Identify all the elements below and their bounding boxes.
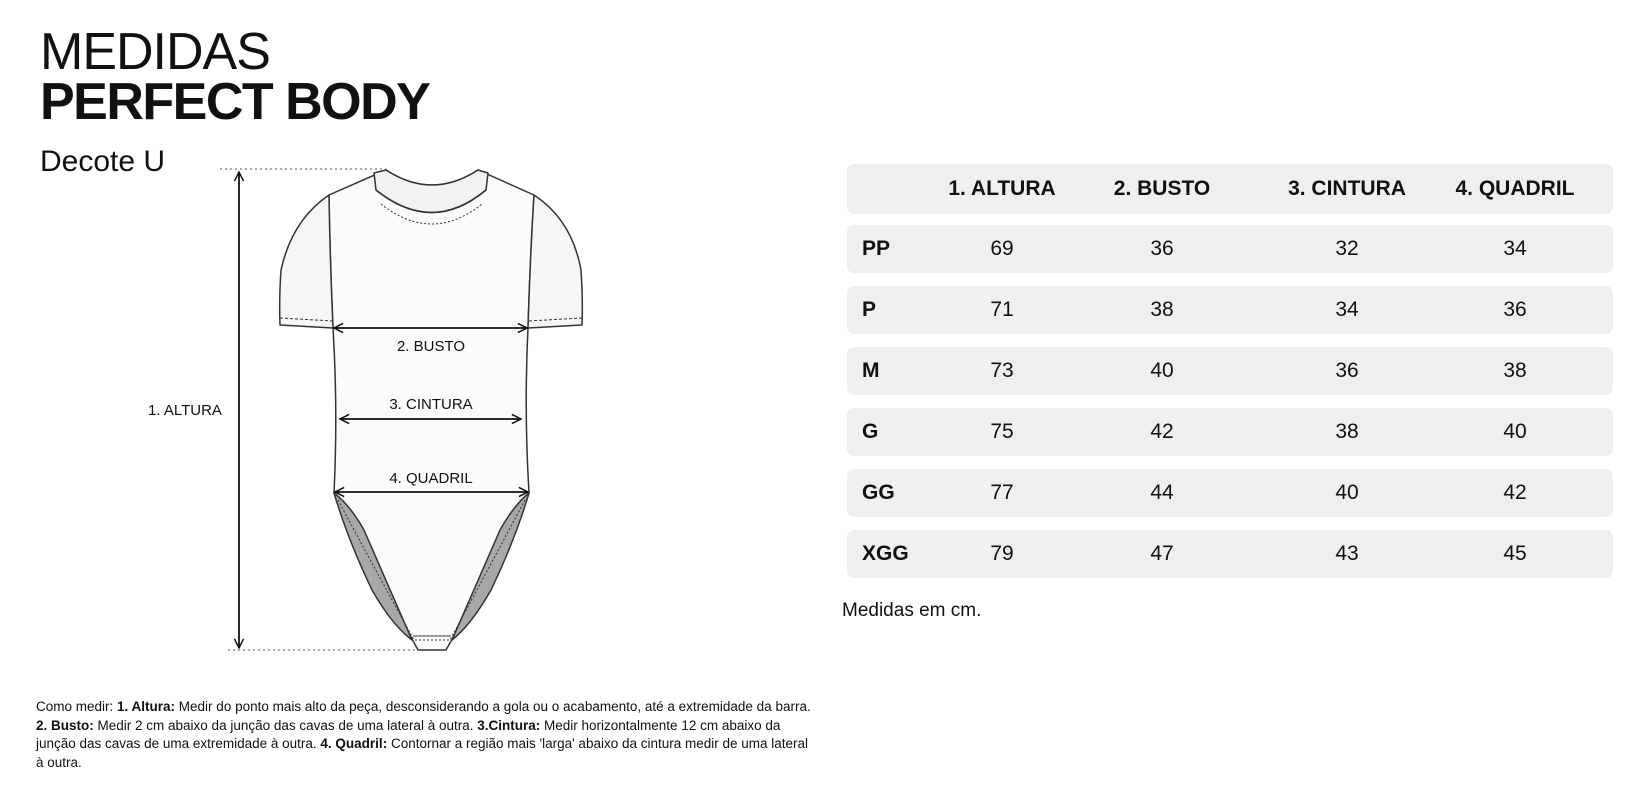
instructions-cintura-text: Medir horizontalmente 12 cm abaixo da junção das cavas de uma extremidade à outra.	[36, 717, 781, 751]
label-cintura: 3. CINTURA	[389, 396, 473, 413]
altura-value: 77	[990, 481, 1014, 504]
page-subtitle: Decote U	[40, 145, 166, 178]
altura-value: 79	[990, 542, 1014, 565]
units-note: Medidas em cm.	[842, 600, 982, 621]
cintura-value: 36	[1335, 359, 1359, 382]
page-title-line2: PERFECT BODY	[40, 73, 430, 131]
quadril-value: 45	[1503, 542, 1527, 565]
altura-value: 73	[990, 359, 1014, 382]
quadril-value: 34	[1503, 237, 1527, 260]
instructions-cintura-label: 3.Cintura:	[477, 717, 541, 733]
size-label: G	[862, 420, 879, 443]
quadril-value: 38	[1503, 359, 1527, 382]
size-label: GG	[862, 481, 895, 504]
instructions-busto-label: 2. Busto:	[36, 717, 94, 733]
altura-value: 71	[990, 298, 1014, 321]
column-header-busto: 2. BUSTO	[1113, 177, 1211, 200]
size-table	[847, 164, 1613, 591]
busto-value: 40	[1150, 359, 1174, 382]
busto-value: 47	[1150, 542, 1174, 565]
instructions-altura-label: 1. Altura:	[117, 699, 176, 714]
instructions-busto-text: Medir 2 cm abaixo da junção das cavas de uma lateral à outra.	[93, 717, 478, 733]
page-title-line1: MEDIDAS	[40, 23, 270, 81]
cintura-value: 43	[1335, 542, 1359, 565]
table-row	[847, 408, 1613, 456]
size-label: P	[862, 298, 877, 321]
busto-value: 44	[1150, 481, 1174, 504]
cintura-value: 40	[1335, 481, 1359, 504]
busto-value: 42	[1150, 420, 1174, 443]
table-row	[847, 286, 1613, 334]
measuring-instructions	[36, 698, 816, 772]
busto-value: 38	[1150, 298, 1174, 321]
size-label: PP	[862, 237, 891, 260]
column-header-altura: 1. ALTURA	[948, 177, 1056, 200]
size-label: M	[862, 359, 880, 382]
instructions-intro: Como medir:	[36, 699, 118, 714]
cintura-value: 32	[1335, 237, 1359, 260]
busto-value: 36	[1150, 237, 1174, 260]
table-row	[847, 530, 1613, 578]
instructions-quadril-label: 4. Quadril:	[320, 736, 388, 751]
quadril-value: 40	[1503, 420, 1527, 443]
column-header-quadril: 4. QUADRIL	[1455, 177, 1575, 200]
table-row	[847, 347, 1613, 395]
altura-value: 69	[990, 237, 1014, 260]
table-row	[847, 469, 1613, 517]
quadril-value: 42	[1503, 481, 1527, 504]
label-busto: 2. BUSTO	[396, 338, 466, 355]
altura-value: 75	[990, 420, 1014, 443]
label-quadril: 4. QUADRIL	[389, 470, 473, 487]
quadril-value: 36	[1503, 298, 1527, 321]
instructions-altura-text: Medir do ponto mais alto da peça, desconsiderando a gola ou o acabamento, até a extremidade da barra.	[175, 699, 811, 714]
table-row	[847, 225, 1613, 273]
cintura-value: 34	[1335, 298, 1359, 321]
bodysuit-diagram	[0, 0, 800, 680]
size-label: XGG	[862, 542, 909, 565]
instructions-quadril-text: Contornar a região mais 'larga' abaixo da cintura medir de uma lateral à outra.	[36, 736, 809, 770]
table-header-row	[847, 164, 1613, 214]
column-header-cintura: 3. CINTURA	[1288, 177, 1406, 200]
cintura-value: 38	[1335, 420, 1359, 443]
label-altura: 1. ALTURA	[148, 402, 222, 419]
